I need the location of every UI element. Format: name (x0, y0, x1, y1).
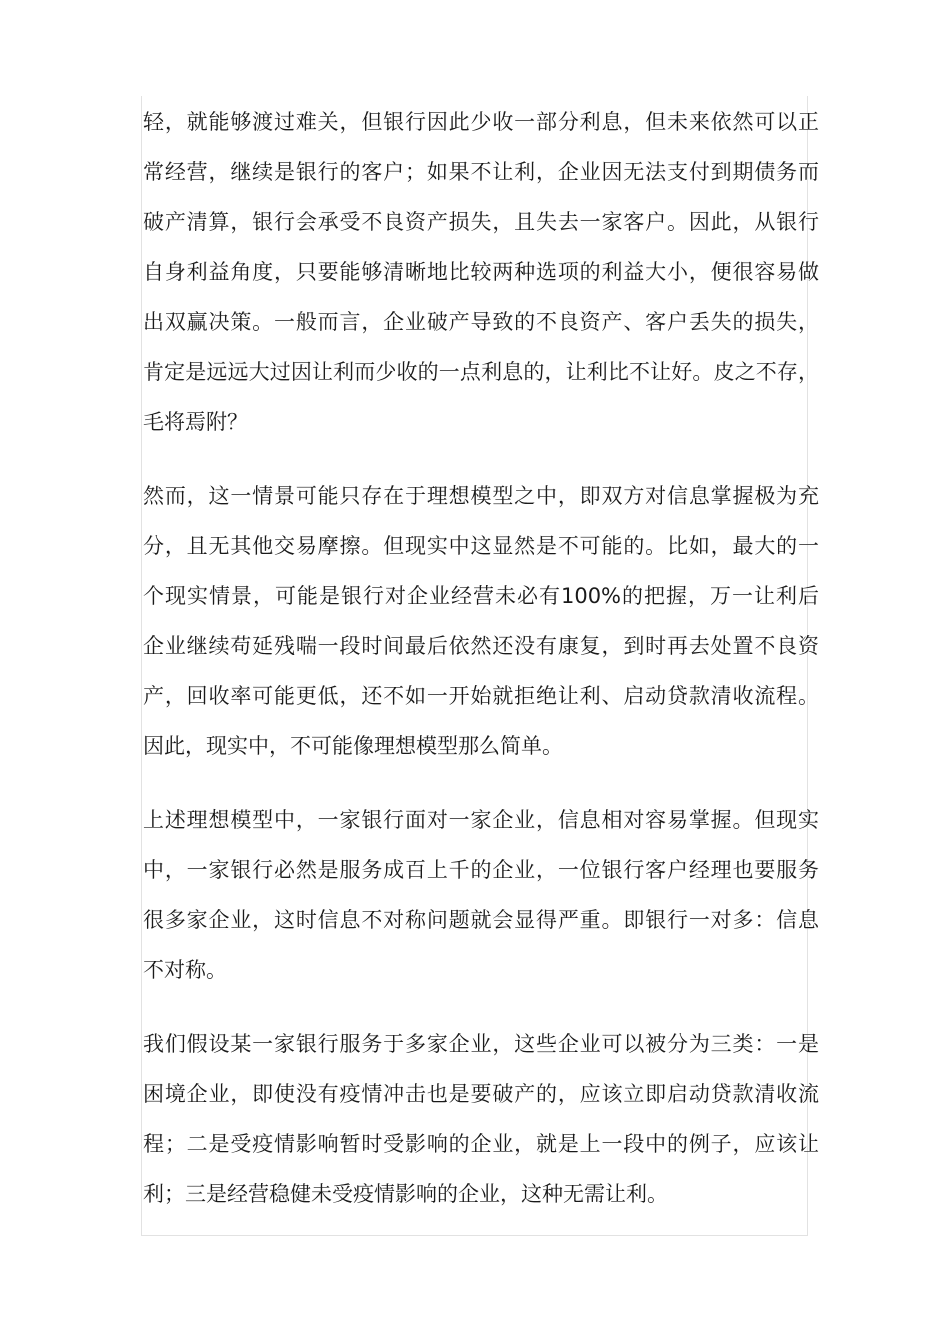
text-line: 企业继续苟延残喘一段时间最后依然还没有康复，到时再去处置不良资 (143, 634, 819, 658)
text-line: 困境企业，即使没有疫情冲击也是要破产的，应该立即启动贷款清收流 (143, 1082, 819, 1106)
text-line: 很多家企业，这时信息不对称问题就会显得严重。即银行一对多：信息 (143, 908, 819, 932)
paragraph-3 (143, 795, 819, 995)
text-line: 分，且无其他交易摩擦。但现实中这显然是不可能的。比如，最大的一 (143, 534, 819, 558)
text-line: 个现实情景，可能是银行对企业经营未必有100%的把握，万一让利后 (143, 584, 819, 608)
text-line: 中，一家银行必然是服务成百上千的企业，一位银行客户经理也要服务 (143, 858, 819, 882)
text-line: 上述理想模型中，一家银行面对一家企业，信息相对容易掌握。但现实 (143, 808, 819, 832)
text-line: 毛将焉附？ (143, 410, 248, 434)
text-line: 轻，就能够渡过难关，但银行因此少收一部分利息，但未来依然可以正 (143, 110, 819, 134)
text-line: 常经营，继续是银行的客户；如果不让利，企业因无法支付到期债务而 (143, 160, 819, 184)
paragraph-4 (143, 1019, 819, 1219)
text-line: 因此，现实中，不可能像理想模型那么简单。 (143, 734, 563, 758)
text-line: 自身利益角度，只要能够清晰地比较两种选项的利益大小，便很容易做 (143, 260, 819, 284)
document-body (143, 97, 819, 1243)
text-line: 利；三是经营稳健未受疫情影响的企业，这种无需让利。 (143, 1182, 668, 1206)
text-line: 不对称。 (143, 958, 227, 982)
text-line: 肯定是远远大过因让利而少收的一点利息的，让利比不让好。皮之不存， (143, 360, 819, 384)
paragraph-1 (143, 97, 819, 447)
text-line: 出双赢决策。一般而言，企业破产导致的不良资产、客户丢失的损失， (143, 310, 819, 334)
text-line: 我们假设某一家银行服务于多家企业，这些企业可以被分为三类：一是 (143, 1032, 819, 1056)
text-line: 然而，这一情景可能只存在于理想模型之中，即双方对信息掌握极为充 (143, 484, 819, 508)
text-line: 产，回收率可能更低，还不如一开始就拒绝让利、启动贷款清收流程。 (143, 684, 819, 708)
text-line: 程；二是受疫情影响暂时受影响的企业，就是上一段中的例子，应该让 (143, 1132, 819, 1156)
text-line: 破产清算，银行会承受不良资产损失，且失去一家客户。因此，从银行 (143, 210, 819, 234)
paragraph-2 (143, 471, 819, 771)
